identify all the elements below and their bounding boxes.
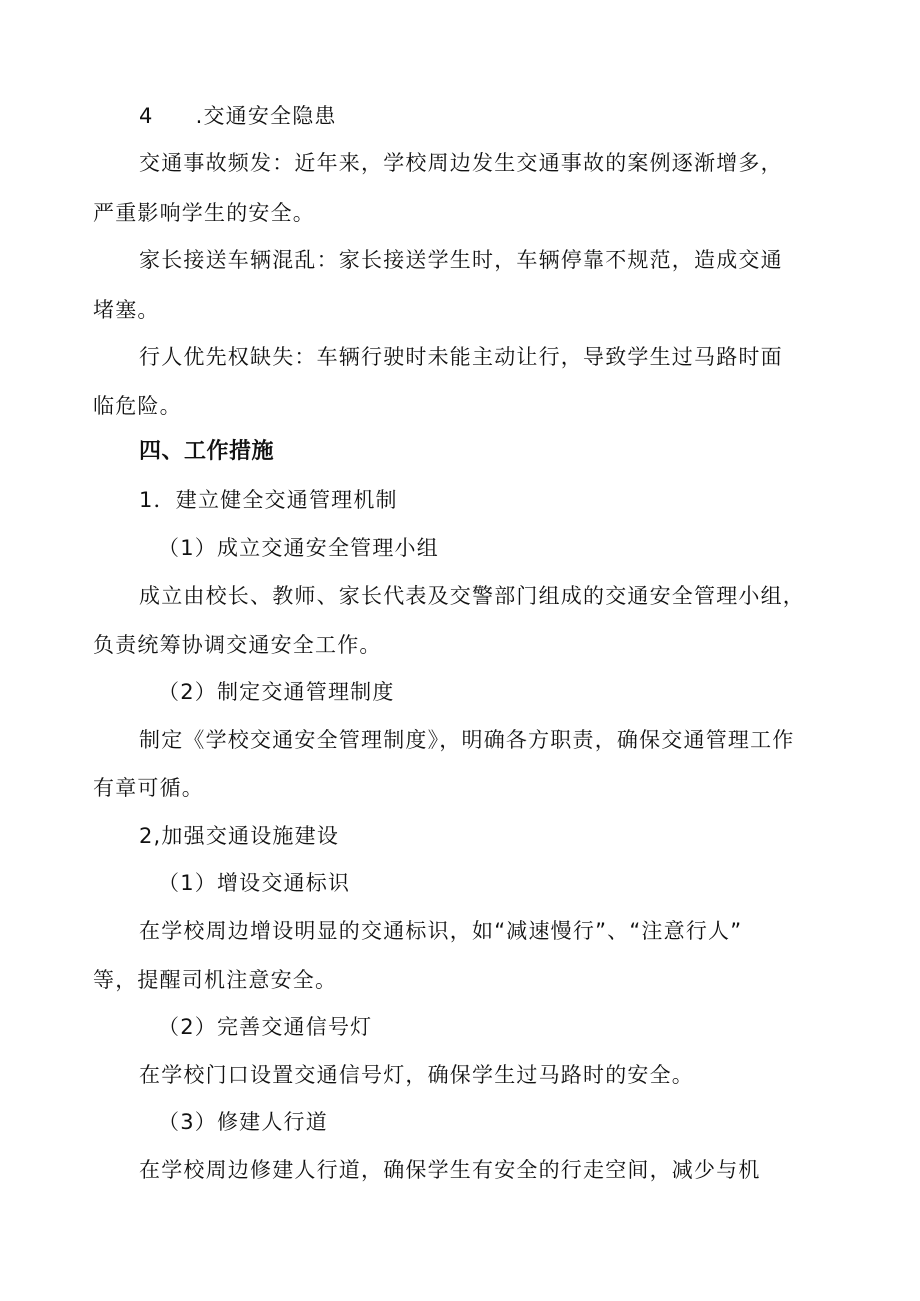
hazard-3-line-2: 临危险。 bbox=[93, 394, 182, 418]
measure-1-sub-2-line-2: 有章可循。 bbox=[93, 776, 204, 800]
measure-1-sub-1-line-1: 成立由校长、教师、家长代表及交警部门组成的交通安全管理小组， bbox=[139, 584, 805, 608]
hazard-1-line-1: 交通事故频发：近年来，学校周边发生交通事故的案例逐渐增多， bbox=[139, 151, 783, 175]
measure-2-title: 2,加强交通设施建设 bbox=[139, 824, 340, 848]
measure-1-sub-2-title: （2）制定交通管理制度 bbox=[158, 680, 395, 704]
measure-2-sub-1-title: （1）增设交通标识 bbox=[158, 871, 351, 895]
measure-2-sub-3-line-1: 在学校周边修建人行道，确保学生有安全的行走空间，减少与机 bbox=[139, 1158, 761, 1182]
hazard-2-line-2: 堵塞。 bbox=[93, 298, 160, 322]
hazard-1-line-2: 严重影响学生的安全。 bbox=[93, 201, 315, 225]
measure-2-sub-2-line-1: 在学校门口设置交通信号灯，确保学生过马路时的安全。 bbox=[139, 1063, 694, 1087]
measure-1-title: 1．建立健全交通管理机制 bbox=[139, 488, 398, 512]
measure-1-sub-1-title: （1）成立交通安全管理小组 bbox=[158, 536, 439, 560]
measure-2-sub-1-line-1: 在学校周边增设明显的交通标识，如“减速慢行”、“注意行人” bbox=[139, 919, 743, 943]
measure-2-sub-3-title: （3）修建人行道 bbox=[158, 1110, 328, 1134]
hazard-3-line-1: 行人优先权缺失：车辆行驶时未能主动让行，导致学生过马路时面 bbox=[139, 345, 783, 369]
item-4-title: .交通安全隐患 bbox=[195, 104, 337, 128]
section-4-heading: 四、工作措施 bbox=[139, 439, 275, 464]
measure-2-sub-2-title: （2）完善交通信号灯 bbox=[158, 1015, 373, 1039]
item-4-number: 4 bbox=[139, 104, 154, 128]
hazard-2-line-1: 家长接送车辆混乱：家长接送学生时，车辆停靠不规范，造成交通 bbox=[139, 248, 783, 272]
measure-1-sub-2-line-1: 制定《学校交通安全管理制度》，明确各方职责，确保交通管理工作 bbox=[139, 728, 795, 752]
measure-1-sub-1-line-2: 负责统筹协调交通安全工作。 bbox=[93, 633, 382, 657]
item-4-heading bbox=[139, 102, 337, 130]
measure-2-sub-1-line-2: 等，提醒司机注意安全。 bbox=[93, 968, 338, 992]
